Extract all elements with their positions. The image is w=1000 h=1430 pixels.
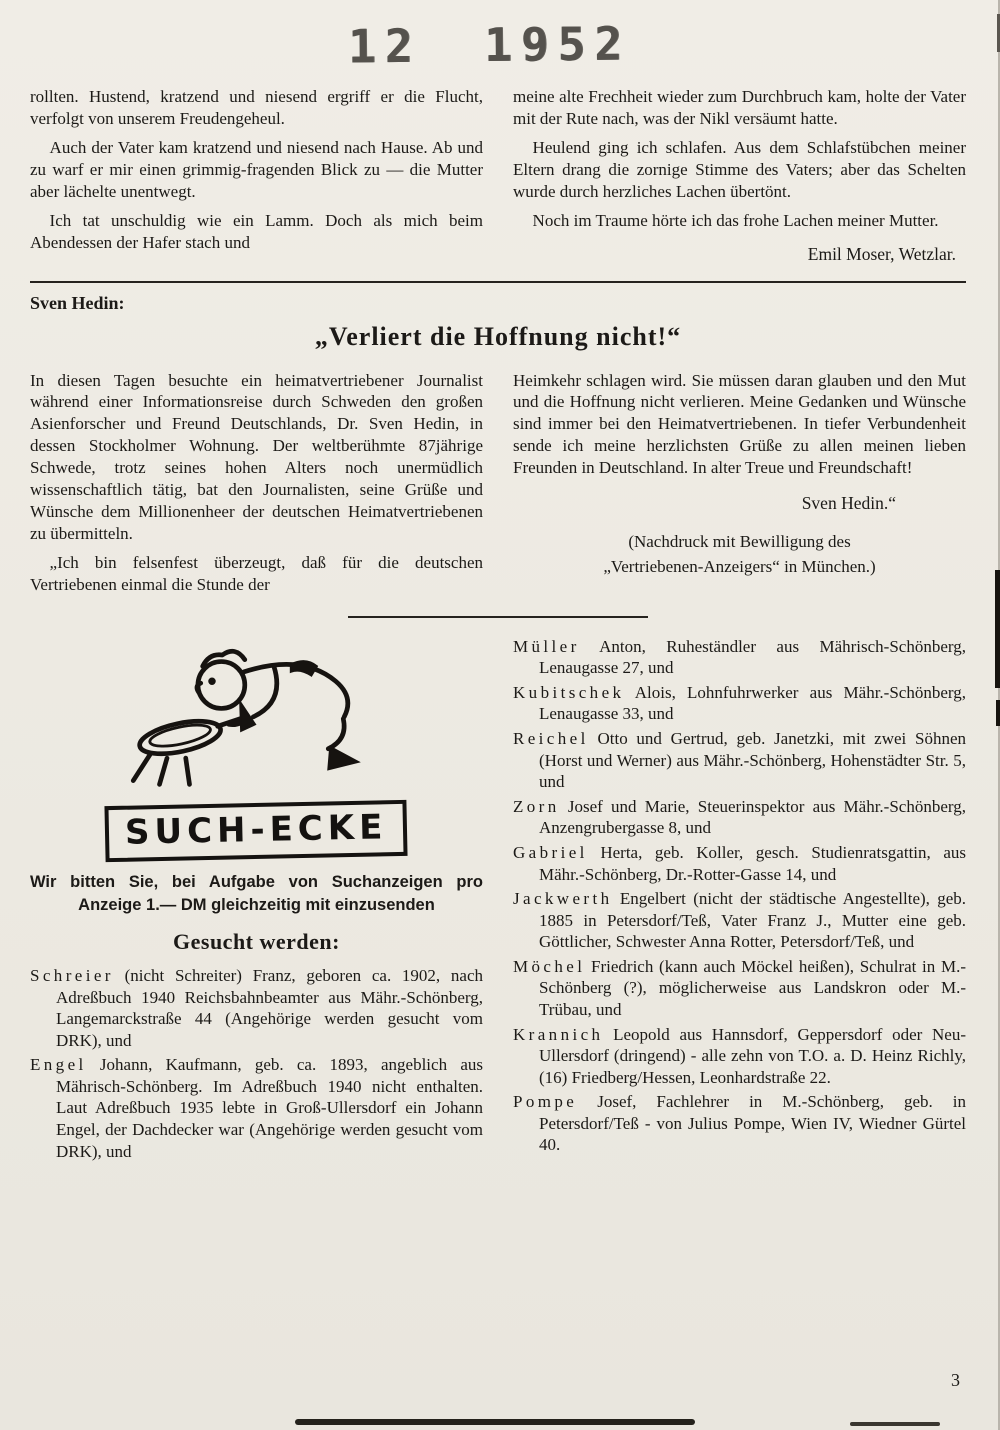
such-ecke-box xyxy=(30,803,483,859)
paragraph: Auch der Vater kam kratzend und niesend nach Hause. Ab und zu warf er mir einen grimmig-fragenden Blick zu — die Mutter aber lächelte unentwegt. xyxy=(30,137,483,201)
such-ecke-left-column xyxy=(30,636,483,1165)
hedin-article xyxy=(30,293,966,596)
hedin-right-column xyxy=(513,370,966,596)
search-entry xyxy=(513,956,966,1021)
story-right-column xyxy=(513,86,966,265)
story-article xyxy=(30,86,966,265)
scan-artifact xyxy=(996,700,1000,726)
article-kicker: Sven Hedin: xyxy=(30,292,125,313)
search-entry xyxy=(513,728,966,793)
search-entry xyxy=(513,888,966,953)
search-entry xyxy=(513,1024,966,1089)
entry-text: Leopold aus Hannsdorf, Geppersdorf oder Neu-Ullersdorf (dringend) - alle zehn von T.O. a. D. Heinz Richly, (16) Friedberg/Hessen, Leonhardstraße 22. xyxy=(539,1024,966,1087)
entry-name: Müller xyxy=(513,636,580,656)
scan-artifact xyxy=(995,570,1000,688)
search-entry xyxy=(513,796,966,839)
entry-text: Otto und Gertrud, geb. Janetzki, mit zwei Söhnen (Horst und Werner) aus Mähr.-Schönberg, Hohenstädter Str. 5, und xyxy=(539,729,966,792)
such-ecke-box-label: SUCH-ECKE xyxy=(105,800,408,862)
entry-name: Kubitschek xyxy=(513,682,625,702)
story-signature: Emil Moser, Wetzlar. xyxy=(807,243,956,264)
entry-text: Friedrich (kann auch Möckel heißen), Schulrat in M.-Schönberg (?), möglicherweise aus Landskron oder M.-Trübau, und xyxy=(539,956,966,1019)
search-entry xyxy=(30,1054,483,1162)
reprint-note xyxy=(513,530,966,579)
story-left-column xyxy=(30,86,483,265)
entry-name: Schreier xyxy=(30,965,114,985)
such-ecke-section xyxy=(30,636,966,1165)
reprint-note-line: „Vertriebenen-Anzeigers“ in München.) xyxy=(603,556,876,576)
entry-name: Krannich xyxy=(513,1024,604,1044)
entry-name: Reichel xyxy=(513,729,589,749)
entry-text: Alois, Lohnfuhrwerker aus Mähr.-Schönberg, Lenaugasse 33, und xyxy=(539,682,966,724)
paragraph: „Ich bin felsenfest überzeugt, daß für die deutschen Vertriebenen einmal die Stunde der xyxy=(30,552,483,594)
hedin-left-column xyxy=(30,370,483,596)
entry-text: Johann, Kaufmann, geb. ca. 1893, angeblich aus Mährisch-Schönberg. Im Adreßbuch 1940 nicht enthalten. Laut Adreßbuch 1935 lebte in Groß-Ullersdorf ein Johann Engel, der Dachdecker war (Angehörige werden gesucht vom DRK), und xyxy=(56,1055,483,1161)
paragraph: Heulend ging ich schlafen. Aus dem Schlafstübchen meiner Eltern drang die zornige Stimme des Vaters; aber das Schelten wurde durch herzliches Lachen übertönt. xyxy=(513,137,966,201)
entry-name: Möchel xyxy=(513,956,586,976)
entry-name: Gabriel xyxy=(513,842,588,862)
entry-text: Josef und Marie, Steuerinspektor aus Mähr.-Schönberg, Anzengrubergasse 8, und xyxy=(539,796,966,838)
date-stamp: 12 1952 xyxy=(347,16,632,74)
paragraph: meine alte Frechheit wieder zum Durchbruch kam, holte der Vater mit der Rute nach, was der Nikl versäumt hatte. xyxy=(513,87,966,128)
entry-text: Engelbert (nicht der städtische Angestellte), geb. 1885 in Petersdorf/Teß, Vater Franz J., Mutter eine geb. Göttlicher, Schwester Anna Rotter, Petersdorf/Teß, und xyxy=(539,889,966,952)
entry-name: Zorn xyxy=(513,796,560,816)
detective-illustration xyxy=(30,636,483,799)
fee-notice: Wir bitten Sie, bei Aufgabe von Suchanzeigen pro Anzeige 1.— DM gleichzeitig mit einzusenden xyxy=(30,872,483,914)
such-ecke-right-column xyxy=(513,636,966,1165)
scan-artifact xyxy=(295,1419,695,1425)
entry-text: Anton, Ruheständler aus Mährisch-Schönberg, Lenaugasse 27, und xyxy=(539,636,966,678)
entry-name: Pompe xyxy=(513,1092,578,1112)
article-title: „Verliert die Hoffnung nicht!“ xyxy=(314,321,682,351)
hedin-signature: Sven Hedin.“ xyxy=(801,493,896,514)
search-entry xyxy=(513,842,966,885)
section-divider xyxy=(30,281,966,283)
paragraph: Noch im Traume hörte ich das frohe Lachen meiner Mutter. xyxy=(532,210,939,230)
search-entry xyxy=(513,1091,966,1156)
reprint-note-line: (Nachdruck mit Bewilligung des xyxy=(628,532,851,552)
paragraph: rollten. Hustend, kratzend und niesend ergriff er die Flucht, verfolgt von unserem Freudengeheul. xyxy=(30,87,483,128)
gesucht-heading: Gesucht werden: xyxy=(173,928,340,954)
search-entry xyxy=(513,636,966,679)
entry-text: Josef, Fachlehrer in M.-Schönberg, geb. in Petersdorf/Teß - von Julius Pompe, Wien IV, Wiedner Gürtel 40. xyxy=(539,1092,966,1155)
entry-name: Engel xyxy=(30,1055,87,1075)
magnifying-glass-man-drawing xyxy=(107,636,407,794)
entry-text: Herta, geb. Koller, gesch. Studienratsgattin, aus Mähr.-Schönberg, Dr.-Rotter-Gasse 14, und xyxy=(539,842,966,884)
paragraph: In diesen Tagen besuchte ein heimatvertriebener Journalist während einer Informationsreise durch Schweden den großen Asienforscher und Freund Deutschlands, Dr. Sven Hedin, in dessen Stockholmer Wohnung. Der weltberühmte 87jährige Schwede, trotz seines hohen Alters noch unermüdlich wissenschaftlich tätig, bat den Journalisten, seine Grüße und Wünsche dem Millionenheer der deutschen Heimatvertriebenen zu übermitteln. xyxy=(30,370,483,543)
page-number: 3 xyxy=(951,1370,960,1390)
paragraph: Heimkehr schlagen wird. Sie müssen daran glauben und den Mut und die Hoffnung nicht verlieren. Meine Gedanken und Wünsche sind immer bei den Heimatvertriebenen. In tiefer Verbundenheit sende ich meine herzlichsten Grüße zu allen meinen lieben Freunden in Deutschland. In alter Treue und Freundschaft! xyxy=(513,370,966,478)
search-entry xyxy=(513,682,966,725)
entry-name: Jackwerth xyxy=(513,889,613,909)
entry-text: (nicht Schreiter) Franz, geboren ca. 1902, nach Adreßbuch 1940 Reichsbahnbeamter aus Mähr.-Schönberg, Langemarckstraße 44 (Angehörige werden gesucht vom DRK), und xyxy=(56,965,483,1050)
short-divider xyxy=(348,616,648,618)
scan-artifact xyxy=(850,1422,940,1426)
search-entry xyxy=(30,965,483,1051)
paragraph: Ich tat unschuldig wie ein Lamm. Doch als mich beim Abendessen der Hafer stach und xyxy=(30,210,483,252)
